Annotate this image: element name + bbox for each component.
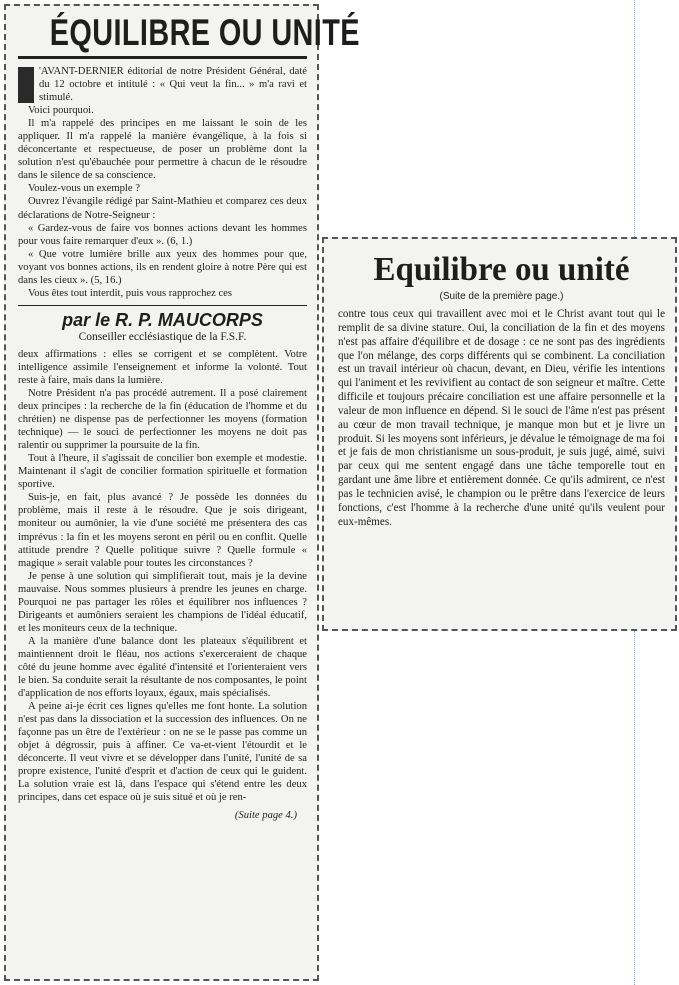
paragraph: Suis-je, en fait, plus avancé ? Je possède les données du problème, mais il reste à le résoudre. Que je sois dirigeant, moniteur ou aumônier, la vie d'une société me présentera des cas imprévus : la fin et les moyens seront en péril ou en conflit. Quelle attitude prendre ? Quelle politique suivre ? Quelle formule « magique » serait valable pour toutes les circonstances ?	[18, 492, 307, 569]
continuation-body	[338, 308, 665, 530]
paragraph: « Que votre lumière brille aux yeux des hommes pour que, voyant vos bonnes actions, ils en rendent gloire à notre Père qui est dans les cieux ». (5, 16.)	[18, 248, 307, 286]
clipping-left	[4, 4, 360, 981]
paragraph: Vous êtes tout interdit, puis vous rapprochez ces	[28, 287, 232, 299]
paragraphs-before-byline	[18, 104, 307, 300]
paragraph: A la manière d'une balance dont les plateaux s'équilibrent et maintiennent droit le fléau, nos actions s'exerceraient de chaque côté du jeune homme avec égalité d'intensité et l'orienteraient vers le bien. Sa conduite serait la résultante de nos composantes, le point d'application de nos efforts loyaux, égaux, mais spécialisés.	[18, 635, 307, 700]
paragraph: Je pense à une solution qui simplifierait tout, mais je la devine mauvaise. Nous sommes plusieurs à prendre les jeunes en charge. Pourquoi ne pas partager les rôles et équilibrer nos influences ? Dirigeants et aumôniers seraient les champions de l'idéal éducatif, et les moniteurs ceux de la technique.	[18, 570, 307, 634]
paragraph: Il m'a rappelé des principes en me laissant le soin de les appliquer. Il m'a rappelé la manière évangélique, à la fois si déconcertante et respectueuse, de poser un problème dont la solution n'est qu'ébauchée pour permettre à chacun de le résoudre dans le silence de sa conscience.	[18, 118, 307, 182]
paragraph: « Gardez-vous de faire vos bonnes actions devant les hommes pour vous faire remarquer d'eux ». (6, 1.)	[18, 222, 307, 247]
byline: par le R. P. MAUCORPS	[62, 309, 263, 330]
guide-line	[634, 0, 635, 237]
continuation-paragraph: contre tous ceux qui travaillent avec moi et le Christ avant tout qui le remplit de sa divine stature. Oui, la conciliation de la fin et des moyens n'est pas affaire d'équilibre et de dosage : ce ne sont pas des ingrédients que l'on mélange, des corps différents qui se combinent. La conciliation est un travail intérieur où chacun, devant, en Dieu, vérifie les intentions qui l'animent et les revivifient au contact de son seigneur et maître. Cette difficile et toujours précaire conciliation est une affaire personnelle et la valeur de mon influence en dépend. Si le souci de l'âme n'est pas présent au cœur de mon travail technique, je manque mon but et je livre un produit. Si les moyens sont inférieurs, je dévalue le témoignage de ma foi et je fais de mon christianisme un sous-produit, je suis jugé, aimé, suivi par ceux qui me sentent engagé dans une tâche temporelle tout en gardant une âme libre et entièrement donnée. Ce qu'ils admirent, ce n'est pas le technicien avisé, le champion ou le prêtre dans l'exercice de leurs fonctions, c'est l'homme à la recherche d'une unité qu'ils veulent pour eux-mêmes.	[338, 308, 665, 528]
paragraph: deux affirmations : elles se corrigent et se complètent. Votre intelligence assimile l'enseignement et informe la volonté. Tout reste à faire, mais dans la lumière.	[18, 348, 307, 386]
drop-cap-l	[18, 67, 34, 103]
paragraph: Notre Président n'a pas procédé autrement. Il a posé clairement deux principes : la recherche de la fin (éducation de l'homme et du chrétien) ne dispense pas de perfectionner les moyens (formation technique) — le souci de perfectionner les moyens ne doit pas ralentir ou supprimer la poursuite de la fin.	[18, 387, 307, 452]
article-title: ÉQUILIBRE OU UNITÉ	[49, 12, 360, 53]
byline-rule	[18, 305, 307, 306]
paragraph: Voici pourquoi.	[28, 105, 94, 117]
continuation-subtitle: (Suite de la première page.)	[439, 291, 564, 302]
lead-paragraph: 'AVANT-DERNIER éditorial de notre Président Général, daté du 12 octobre et intitulé : « Qui veut la fin... » m'a ravi et stimulé.	[39, 66, 307, 104]
article-body-top	[18, 65, 307, 300]
clipping-right	[322, 237, 677, 631]
paragraph: Voulez-vous un exemple ?	[28, 183, 140, 195]
paragraph: Tout à l'heure, il s'agissait de concilier bon exemple et modestie. Maintenant il s'agit de concilier formation spirituelle et formation sportive.	[18, 453, 307, 491]
guide-line	[634, 631, 635, 985]
continuation-title: Equilibre ou unité	[373, 251, 630, 288]
article-body-bottom	[18, 348, 307, 805]
paragraph: A peine ai-je écrit ces lignes qu'elles me font honte. La solution n'est pas dans la dissociation et la succession des influences. On ne façonne pas un être de l'extérieur : on ne se le passe pas comme un objet à dégrossir, puis à affiner. Ce va-et-vient l'étourdit et le déconcerte. Il veut vivre et se développer dans l'unité, l'unité de sa propre existence, l'unité d'esprit et d'action de ceux qui le guident. La solution vraie est là, dans l'espace qui s'étend entre les deux principes, dans cet espace où je suis situé et où je ren-	[18, 701, 307, 804]
continued-notice: (Suite page 4.)	[234, 810, 297, 822]
byline-subtitle: Conseiller ecclésiastique de la F.S.F.	[78, 330, 247, 343]
paragraph: Ouvrez l'évangile rédigé par Saint-Mathieu et comparez ces deux déclarations de Notre-Seigneur :	[18, 196, 307, 221]
title-rule	[18, 56, 307, 59]
